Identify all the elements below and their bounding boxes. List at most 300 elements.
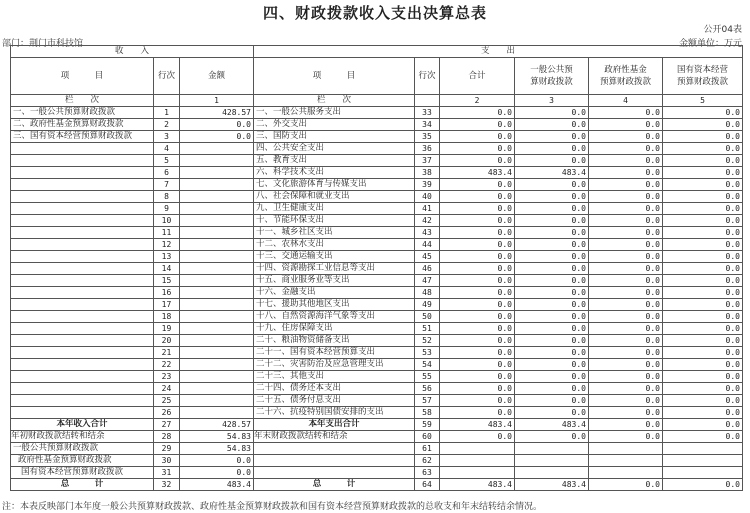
expense-item: 二十二、灾害防治及应急管理支出 [254,359,415,371]
expense-total: 0.0 [440,191,515,203]
expense-fund: 0.0 [589,383,663,395]
expense-item: 三、国防支出 [254,131,415,143]
expense-state: 0.0 [663,155,743,167]
expense-item: 九、卫生健康支出 [254,203,415,215]
expense-general: 0.0 [515,383,589,395]
table-row [11,119,743,131]
table-row [11,107,743,119]
income-row-num: 2 [154,119,180,131]
year-expense-label: 本年支出合计 [254,419,415,431]
income-amount [180,359,254,371]
income-amount: 0.0 [180,131,254,143]
expense-general: 0.0 [515,179,589,191]
income-group-header: 收 入 [11,46,254,58]
income-amount [180,143,254,155]
expense-general: 0.0 [515,323,589,335]
income-row-num: 7 [154,179,180,191]
income-item [11,251,154,263]
income-amount: 0.0 [180,119,254,131]
expense-total: 0.0 [440,143,515,155]
income-row-num: 22 [154,359,180,371]
table-row [11,131,743,143]
income-item [11,347,154,359]
expense-general: 0.0 [515,203,589,215]
income-row-num: 9 [154,203,180,215]
expense-fund: 0.0 [589,407,663,419]
col-label-right: 栏 次 [254,95,415,107]
income-amount-header: 金额 [180,58,254,95]
expense-item: 二、外交支出 [254,119,415,131]
expense-state: 0.0 [663,407,743,419]
expense-total: 0.0 [440,239,515,251]
expense-item: 八、社会保障和就业支出 [254,191,415,203]
expense-state: 0.0 [663,239,743,251]
footnote: 注：本表反映部门本年度一般公共预算财政拨款、政府性基金预算财政拨款和国有资本经营预算财政拨款的总收支和年末结转结余情况。 [2,502,543,512]
expense-fund: 0.0 [589,143,663,155]
expense-general: 0.0 [515,287,589,299]
expense-row-num: 57 [415,395,440,407]
income-row-num: 16 [154,287,180,299]
expense-state: 0.0 [663,119,743,131]
expense-state: 0.0 [663,395,743,407]
col-num-1: 1 [180,95,254,107]
expense-row-num: 38 [415,167,440,179]
grand-income-label: 总 计 [11,479,154,491]
income-item [11,179,154,191]
expense-row-num: 34 [415,119,440,131]
expense-row-num: 47 [415,275,440,287]
expense-fund: 0.0 [589,395,663,407]
expense-item: 七、文化旅游体育与传媒支出 [254,179,415,191]
expense-row-num: 42 [415,215,440,227]
table-row [11,335,743,347]
expense-general: 0.0 [515,275,589,287]
table-row [11,251,743,263]
expense-total: 0.0 [440,287,515,299]
expense-general: 0.0 [515,119,589,131]
income-amount [180,179,254,191]
income-row-num: 25 [154,395,180,407]
expense-general: 0.0 [515,359,589,371]
expense-total: 0.0 [440,395,515,407]
expense-total: 0.0 [440,263,515,275]
department-label: 部门：荆门市科技馆 [2,39,84,49]
table-row [11,155,743,167]
income-item [11,311,154,323]
expense-row-num: 43 [415,227,440,239]
table-row [11,215,743,227]
expense-row-num: 52 [415,335,440,347]
grand-total-row: 总 计 32 483.4 总 计 64 483.4 483.4 0.0 0.0 [11,479,743,491]
income-amount [180,215,254,227]
income-item [11,335,154,347]
expense-state: 0.0 [663,383,743,395]
income-row-num: 20 [154,335,180,347]
expense-state: 0.0 [663,371,743,383]
expense-item: 十五、商业服务业等支出 [254,275,415,287]
income-row-num: 14 [154,263,180,275]
expense-item: 十七、援助其他地区支出 [254,299,415,311]
expense-row-num: 33 [415,107,440,119]
expense-item: 二十一、国有资本经营预算支出 [254,347,415,359]
income-row-num: 24 [154,383,180,395]
income-row-num: 18 [154,311,180,323]
year-total-row: 本年收入合计 27 428.57 本年支出合计 59 483.4 483.4 0.0 0.0 [11,419,743,431]
expense-total: 0.0 [440,203,515,215]
expense-row-header: 行次 [415,58,440,95]
expense-row-num: 37 [415,155,440,167]
expense-fund: 0.0 [589,299,663,311]
expense-general: 0.0 [515,299,589,311]
table-row [11,239,743,251]
income-row-header: 行次 [154,58,180,95]
expense-row-num: 49 [415,299,440,311]
income-row-num: 4 [154,143,180,155]
expense-total: 0.0 [440,323,515,335]
income-row-num: 3 [154,131,180,143]
income-item [11,383,154,395]
expense-item: 十三、交通运输支出 [254,251,415,263]
table-row [11,395,743,407]
end-carryover-label: 年末财政拨款结转和结余 [254,431,415,443]
expense-row-num: 50 [415,311,440,323]
income-amount [180,191,254,203]
expense-state: 0.0 [663,323,743,335]
grand-expense-label: 总 计 [254,479,415,491]
expense-state: 0.0 [663,287,743,299]
expense-item: 十二、农林水支出 [254,239,415,251]
expense-item-header: 项 目 [254,58,415,95]
expense-row-num: 45 [415,251,440,263]
income-item [11,203,154,215]
income-amount [180,395,254,407]
expense-general: 0.0 [515,251,589,263]
income-item [11,371,154,383]
income-amount [180,239,254,251]
col-num-5: 5 [663,95,743,107]
table-row [11,407,743,419]
expense-fund-header: 政府性基金 预算财政拨款 [589,58,663,95]
col-num-2: 2 [440,95,515,107]
income-item [11,215,154,227]
income-item [11,263,154,275]
expense-row-num: 44 [415,239,440,251]
income-amount [180,227,254,239]
income-item: 三、国有资本经营预算财政拨款 [11,131,154,143]
income-row-num: 10 [154,215,180,227]
income-item [11,323,154,335]
table-row [11,323,743,335]
expense-state: 0.0 [663,227,743,239]
income-amount [180,383,254,395]
expense-item: 十四、资源勘探工业信息等支出 [254,263,415,275]
income-item [11,191,154,203]
expense-total: 0.0 [440,299,515,311]
expense-fund: 0.0 [589,131,663,143]
expense-general: 0.0 [515,143,589,155]
expense-total: 0.0 [440,215,515,227]
expense-state: 0.0 [663,347,743,359]
expense-total: 483.4 [440,167,515,179]
expense-general: 0.0 [515,371,589,383]
income-row-num: 21 [154,347,180,359]
income-amount [180,155,254,167]
expense-general: 0.0 [515,155,589,167]
expense-row-num: 58 [415,407,440,419]
expense-item: 六、科学技术支出 [254,167,415,179]
income-item [11,287,154,299]
expense-state: 0.0 [663,179,743,191]
expense-total: 0.0 [440,335,515,347]
expense-total: 0.0 [440,251,515,263]
expense-general: 0.0 [515,131,589,143]
carryover-row: 年初财政拨款结转和结余 28 54.83 年末财政拨款结转和结余 60 0.0 0.0 0.0 0.0 [11,431,743,443]
expense-total: 0.0 [440,275,515,287]
expense-item: 一、一般公共服务支出 [254,107,415,119]
expense-row-num: 41 [415,203,440,215]
income-amount [180,323,254,335]
expense-total: 0.0 [440,371,515,383]
income-amount [180,407,254,419]
expense-item: 十八、自然资源海洋气象等支出 [254,311,415,323]
expense-total: 0.0 [440,383,515,395]
expense-fund: 0.0 [589,347,663,359]
begin-carryover-label: 年初财政拨款结转和结余 [11,431,154,443]
expense-total: 0.0 [440,227,515,239]
income-row-num: 1 [154,107,180,119]
expense-item: 二十六、抗疫特别国债安排的支出 [254,407,415,419]
expense-fund: 0.0 [589,311,663,323]
expense-general: 0.0 [515,395,589,407]
table-row [11,275,743,287]
table-row [11,167,743,179]
income-item [11,359,154,371]
expense-state: 0.0 [663,335,743,347]
income-item [11,395,154,407]
expense-state: 0.0 [663,203,743,215]
group-header-row [11,46,743,58]
expense-row-num: 35 [415,131,440,143]
expense-general: 0.0 [515,347,589,359]
expense-fund: 0.0 [589,155,663,167]
expense-total: 0.0 [440,119,515,131]
income-amount [180,263,254,275]
expense-fund: 0.0 [589,239,663,251]
expense-fund: 0.0 [589,203,663,215]
table-row [11,203,743,215]
expense-item: 二十五、债务付息支出 [254,395,415,407]
expense-state: 0.0 [663,251,743,263]
column-header-row [11,58,743,95]
income-item: 一、一般公共预算财政拨款 [11,107,154,119]
income-item [11,155,154,167]
expense-state: 0.0 [663,131,743,143]
expense-total: 0.0 [440,107,515,119]
expense-total: 0.0 [440,347,515,359]
expense-state: 0.0 [663,107,743,119]
expense-general: 0.0 [515,215,589,227]
expense-fund: 0.0 [589,371,663,383]
expense-row-num: 48 [415,287,440,299]
income-row-num: 17 [154,299,180,311]
expense-general: 0.0 [515,107,589,119]
expense-state: 0.0 [663,191,743,203]
expense-item: 十、节能环保支出 [254,215,415,227]
expense-row-num: 36 [415,143,440,155]
income-item [11,275,154,287]
table-row [11,287,743,299]
expense-total: 0.0 [440,407,515,419]
income-amount [180,347,254,359]
report-title: 四、财政拨款收入支出决算总表 [262,4,487,22]
income-row-num: 12 [154,239,180,251]
col-num-4: 4 [589,95,663,107]
unit-label: 金额单位：万元 [678,39,742,49]
income-amount [180,371,254,383]
expense-row-num: 56 [415,383,440,395]
col-num-3: 3 [515,95,589,107]
table-row [11,191,743,203]
expense-state: 0.0 [663,143,743,155]
income-amount [180,203,254,215]
grand-income-amount: 483.4 [180,479,254,491]
income-amount [180,251,254,263]
expense-state: 0.0 [663,299,743,311]
income-amount [180,275,254,287]
expense-item: 二十三、其他支出 [254,371,415,383]
expense-total-header: 合计 [440,58,515,95]
expense-item: 二十、粮油物资储备支出 [254,335,415,347]
expense-item: 十一、城乡社区支出 [254,227,415,239]
fiscal-summary-table [10,45,743,491]
expense-fund: 0.0 [589,227,663,239]
income-row-num: 26 [154,407,180,419]
table-row [11,347,743,359]
table-row [11,179,743,191]
income-row-num: 19 [154,323,180,335]
expense-row-num: 40 [415,191,440,203]
form-code: 公开04表 [703,25,742,35]
table-row [11,383,743,395]
column-number-row [11,95,743,107]
expense-general: 0.0 [515,335,589,347]
year-income-amount: 428.57 [180,419,254,431]
expense-general: 483.4 [515,167,589,179]
table-row [11,263,743,275]
income-amount: 428.57 [180,107,254,119]
sub-row-general: 一般公共预算财政拨款 29 54.83 61 [11,443,743,455]
expense-fund: 0.0 [589,251,663,263]
expense-state: 0.0 [663,263,743,275]
expense-fund: 0.0 [589,215,663,227]
income-row-num: 11 [154,227,180,239]
table-row [11,371,743,383]
expense-general: 0.0 [515,407,589,419]
expense-fund: 0.0 [589,167,663,179]
expense-fund: 0.0 [589,359,663,371]
expense-fund: 0.0 [589,263,663,275]
expense-item: 二十四、债务还本支出 [254,383,415,395]
expense-general: 0.0 [515,191,589,203]
income-item [11,167,154,179]
expense-item: 五、教育支出 [254,155,415,167]
income-row-num: 6 [154,167,180,179]
income-row-num: 13 [154,251,180,263]
expense-state: 0.0 [663,167,743,179]
expense-row-num: 55 [415,371,440,383]
expense-item: 十九、住房保障支出 [254,323,415,335]
expense-item: 四、公共安全支出 [254,143,415,155]
expense-state: 0.0 [663,215,743,227]
expense-group-header: 支 出 [254,46,743,58]
income-row-num: 8 [154,191,180,203]
expense-row-num: 51 [415,323,440,335]
expense-fund: 0.0 [589,275,663,287]
expense-item: 十六、金融支出 [254,287,415,299]
income-amount [180,299,254,311]
expense-fund: 0.0 [589,107,663,119]
expense-fund: 0.0 [589,119,663,131]
expense-fund: 0.0 [589,179,663,191]
expense-fund: 0.0 [589,323,663,335]
expense-fund: 0.0 [589,287,663,299]
table-row [11,359,743,371]
expense-row-num: 54 [415,359,440,371]
expense-state: 0.0 [663,359,743,371]
sub-row-fund: 政府性基金预算财政拨款 30 0.0 62 [11,455,743,467]
expense-general: 0.0 [515,227,589,239]
expense-general: 0.0 [515,311,589,323]
expense-total: 0.0 [440,179,515,191]
year-income-label: 本年收入合计 [11,419,154,431]
expense-state: 0.0 [663,275,743,287]
expense-row-num: 46 [415,263,440,275]
expense-row-num: 53 [415,347,440,359]
table-row [11,227,743,239]
income-item [11,227,154,239]
expense-total: 0.0 [440,131,515,143]
income-row-num: 23 [154,371,180,383]
expense-total: 0.0 [440,359,515,371]
expense-general: 0.0 [515,239,589,251]
income-item [11,407,154,419]
income-item: 二、政府性基金预算财政拨款 [11,119,154,131]
income-amount [180,311,254,323]
table-row [11,299,743,311]
expense-general: 0.0 [515,263,589,275]
income-item [11,299,154,311]
income-item [11,143,154,155]
col-label-left: 栏 次 [11,95,154,107]
sub-row-state: 国有资本经营预算财政拨款 31 0.0 63 [11,467,743,479]
expense-row-num: 39 [415,179,440,191]
expense-fund: 0.0 [589,335,663,347]
income-amount [180,287,254,299]
table-row [11,143,743,155]
income-row-num: 5 [154,155,180,167]
income-item-header: 项 目 [11,58,154,95]
income-item [11,239,154,251]
income-amount [180,335,254,347]
expense-total: 0.0 [440,311,515,323]
income-amount [180,167,254,179]
table-row [11,311,743,323]
expense-fund: 0.0 [589,191,663,203]
expense-state: 0.0 [663,311,743,323]
expense-total: 0.0 [440,155,515,167]
income-row-num: 15 [154,275,180,287]
expense-general-header: 一般公共预 算财政拨款 [515,58,589,95]
